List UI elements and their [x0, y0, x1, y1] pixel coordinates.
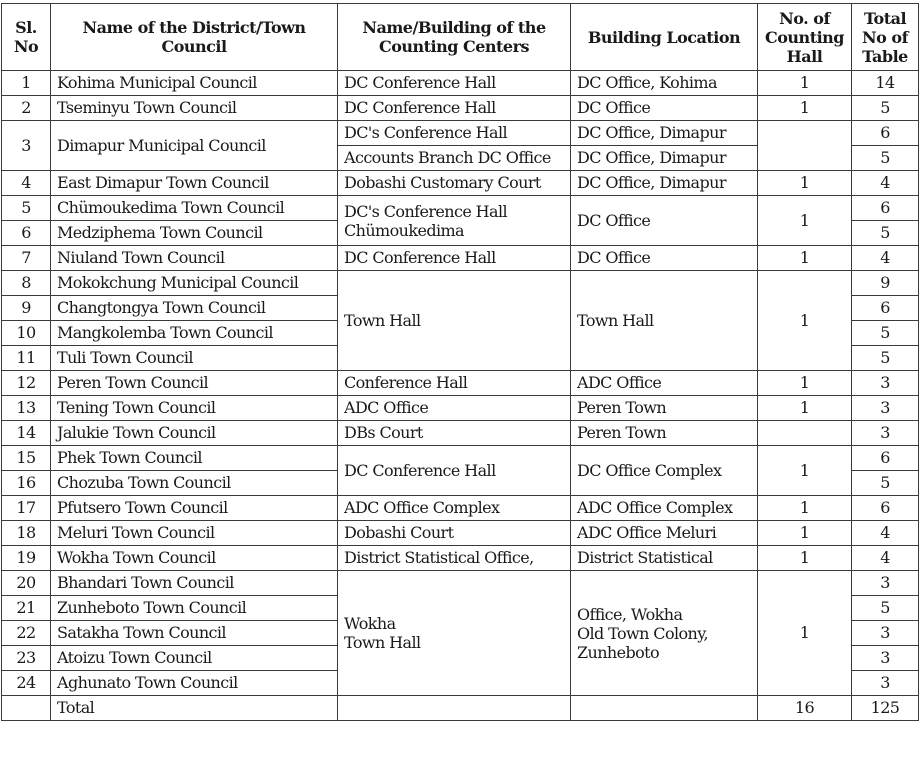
- building-cell: [338, 196, 571, 246]
- header-row: [2, 4, 919, 71]
- halls-cell: 1: [758, 71, 852, 96]
- tables-cell: 5: [852, 146, 919, 171]
- table-row: [2, 171, 919, 196]
- header-building: Name/Building of the Counting Centers: [338, 4, 571, 71]
- total-location-empty: [571, 696, 758, 721]
- council-cell: Mangkolemba Town Council: [51, 321, 338, 346]
- table-row: [2, 196, 919, 221]
- table-row: [2, 521, 919, 546]
- council-cell: East Dimapur Town Council: [51, 171, 338, 196]
- halls-cell: [758, 121, 852, 171]
- sl-no-cell: 20: [2, 571, 51, 596]
- council-cell: Changtongya Town Council: [51, 296, 338, 321]
- sl-no-cell: 9: [2, 296, 51, 321]
- header-sl-no: Sl. No: [2, 4, 51, 71]
- total-row: [2, 696, 919, 721]
- council-cell: Phek Town Council: [51, 446, 338, 471]
- location-line: Zunheboto: [577, 642, 660, 662]
- table-row: [2, 421, 919, 446]
- council-cell: Mokokchung Municipal Council: [51, 271, 338, 296]
- sl-no-cell: 15: [2, 446, 51, 471]
- building-line: DC's Conference Hall: [344, 201, 508, 221]
- council-cell: Tening Town Council: [51, 396, 338, 421]
- building-cell: Accounts Branch DC Office: [338, 146, 571, 171]
- tables-cell: 4: [852, 171, 919, 196]
- counting-centers-table: [1, 3, 919, 721]
- sl-no-cell: 2: [2, 96, 51, 121]
- tables-cell: 5: [852, 346, 919, 371]
- council-cell: Satakha Town Council: [51, 621, 338, 646]
- council-cell: Dimapur Municipal Council: [51, 121, 338, 171]
- tables-cell: 5: [852, 96, 919, 121]
- header-location: Building Location: [571, 4, 758, 71]
- header-tables: Total No of Table: [852, 4, 919, 71]
- council-cell: Chozuba Town Council: [51, 471, 338, 496]
- table-row: [2, 246, 919, 271]
- location-cell: DC Office, Dimapur: [571, 121, 758, 146]
- halls-cell: 1: [758, 371, 852, 396]
- building-cell: Dobashi Court: [338, 521, 571, 546]
- tables-cell: 3: [852, 371, 919, 396]
- tables-cell: 5: [852, 221, 919, 246]
- total-sl-empty: [2, 696, 51, 721]
- sl-no-cell: 7: [2, 246, 51, 271]
- location-cell: DC Office, Dimapur: [571, 171, 758, 196]
- building-line: Chümoukedima: [344, 220, 464, 240]
- sl-no-cell: 21: [2, 596, 51, 621]
- sl-no-cell: 8: [2, 271, 51, 296]
- halls-cell: 1: [758, 171, 852, 196]
- council-cell: Medziphema Town Council: [51, 221, 338, 246]
- sl-no-cell: 17: [2, 496, 51, 521]
- location-cell: ADC Office Complex: [571, 496, 758, 521]
- table-row: [2, 271, 919, 296]
- location-cell: DC Office, Dimapur: [571, 146, 758, 171]
- halls-cell: 1: [758, 446, 852, 496]
- sl-no-cell: 3: [2, 121, 51, 171]
- tables-cell: 6: [852, 296, 919, 321]
- sl-no-cell: 12: [2, 371, 51, 396]
- halls-cell: 1: [758, 571, 852, 696]
- table-row: [2, 371, 919, 396]
- building-cell: DC Conference Hall: [338, 446, 571, 496]
- halls-cell: 1: [758, 271, 852, 371]
- tables-cell: 5: [852, 596, 919, 621]
- tables-cell: 3: [852, 421, 919, 446]
- tables-cell: 3: [852, 571, 919, 596]
- halls-cell: [758, 421, 852, 446]
- tables-cell: 6: [852, 196, 919, 221]
- header-halls: No. of Counting Hall: [758, 4, 852, 71]
- building-cell: DC Conference Hall: [338, 71, 571, 96]
- sl-no-cell: 18: [2, 521, 51, 546]
- sl-no-cell: 16: [2, 471, 51, 496]
- table-row: [2, 496, 919, 521]
- location-cell: Peren Town: [571, 421, 758, 446]
- sl-no-cell: 5: [2, 196, 51, 221]
- council-cell: Tuli Town Council: [51, 346, 338, 371]
- halls-cell: 1: [758, 246, 852, 271]
- halls-cell: 1: [758, 396, 852, 421]
- tables-cell: 4: [852, 246, 919, 271]
- building-cell: DC Conference Hall: [338, 96, 571, 121]
- tables-cell: 6: [852, 121, 919, 146]
- location-cell: Town Hall: [571, 271, 758, 371]
- location-cell: DC Office Complex: [571, 446, 758, 496]
- sl-no-cell: 4: [2, 171, 51, 196]
- table-row: [2, 396, 919, 421]
- tables-cell: 6: [852, 496, 919, 521]
- tables-cell: 3: [852, 646, 919, 671]
- header-district: Name of the District/Town Council: [51, 4, 338, 71]
- location-cell: Peren Town: [571, 396, 758, 421]
- tables-cell: 14: [852, 71, 919, 96]
- council-cell: Jalukie Town Council: [51, 421, 338, 446]
- total-building-empty: [338, 696, 571, 721]
- total-halls: 16: [758, 696, 852, 721]
- halls-cell: 1: [758, 521, 852, 546]
- building-line: Wokha: [344, 614, 396, 633]
- sl-no-cell: 10: [2, 321, 51, 346]
- halls-cell: 1: [758, 96, 852, 121]
- halls-cell: 1: [758, 496, 852, 521]
- location-cell: ADC Office Meluri: [571, 521, 758, 546]
- table-row: [2, 96, 919, 121]
- council-cell: Meluri Town Council: [51, 521, 338, 546]
- sl-no-cell: 19: [2, 546, 51, 571]
- tables-cell: 3: [852, 671, 919, 696]
- table-row: [2, 71, 919, 96]
- location-cell: DC Office, Kohima: [571, 71, 758, 96]
- table-row: [2, 546, 919, 571]
- building-cell: DBs Court: [338, 421, 571, 446]
- table-row: [2, 446, 919, 471]
- building-cell: ADC Office: [338, 396, 571, 421]
- sl-no-cell: 24: [2, 671, 51, 696]
- tables-cell: 3: [852, 621, 919, 646]
- building-cell: ADC Office Complex: [338, 496, 571, 521]
- location-cell: DC Office: [571, 196, 758, 246]
- total-tables: 125: [852, 696, 919, 721]
- sl-no-cell: 6: [2, 221, 51, 246]
- sl-no-cell: 1: [2, 71, 51, 96]
- location-cell: ADC Office: [571, 371, 758, 396]
- building-cell: DC Conference Hall: [338, 246, 571, 271]
- council-cell: Bhandari Town Council: [51, 571, 338, 596]
- location-cell: DC Office: [571, 96, 758, 121]
- total-label: Total: [51, 696, 338, 721]
- location-cell: [571, 571, 758, 696]
- tables-cell: 5: [852, 321, 919, 346]
- council-cell: Pfutsero Town Council: [51, 496, 338, 521]
- council-cell: Niuland Town Council: [51, 246, 338, 271]
- location-line: Office, Wokha: [577, 604, 683, 624]
- tables-cell: 5: [852, 471, 919, 496]
- sl-no-cell: 22: [2, 621, 51, 646]
- location-line: Old Town Colony,: [577, 623, 709, 643]
- building-cell: Dobashi Customary Court: [338, 171, 571, 196]
- council-cell: Tseminyu Town Council: [51, 96, 338, 121]
- halls-cell: 1: [758, 196, 852, 246]
- table-row: [2, 121, 919, 146]
- sl-no-cell: 13: [2, 396, 51, 421]
- location-cell: DC Office: [571, 246, 758, 271]
- building-cell: [338, 571, 571, 696]
- building-line: Town Hall: [344, 633, 421, 652]
- council-cell: Atoizu Town Council: [51, 646, 338, 671]
- council-cell: Zunheboto Town Council: [51, 596, 338, 621]
- table-row: [2, 571, 919, 596]
- council-cell: Chümoukedima Town Council: [51, 196, 338, 221]
- building-cell: Town Hall: [338, 271, 571, 371]
- location-cell: District Statistical: [571, 546, 758, 571]
- tables-cell: 4: [852, 546, 919, 571]
- council-cell: Kohima Municipal Council: [51, 71, 338, 96]
- tables-cell: 4: [852, 521, 919, 546]
- halls-cell: 1: [758, 546, 852, 571]
- tables-cell: 6: [852, 446, 919, 471]
- council-cell: Aghunato Town Council: [51, 671, 338, 696]
- tables-cell: 3: [852, 396, 919, 421]
- sl-no-cell: 14: [2, 421, 51, 446]
- sl-no-cell: 23: [2, 646, 51, 671]
- building-cell: District Statistical Office,: [338, 546, 571, 571]
- building-cell: Conference Hall: [338, 371, 571, 396]
- council-cell: Peren Town Council: [51, 371, 338, 396]
- tables-cell: 9: [852, 271, 919, 296]
- sl-no-cell: 11: [2, 346, 51, 371]
- council-cell: Wokha Town Council: [51, 546, 338, 571]
- building-cell: DC's Conference Hall: [338, 121, 571, 146]
